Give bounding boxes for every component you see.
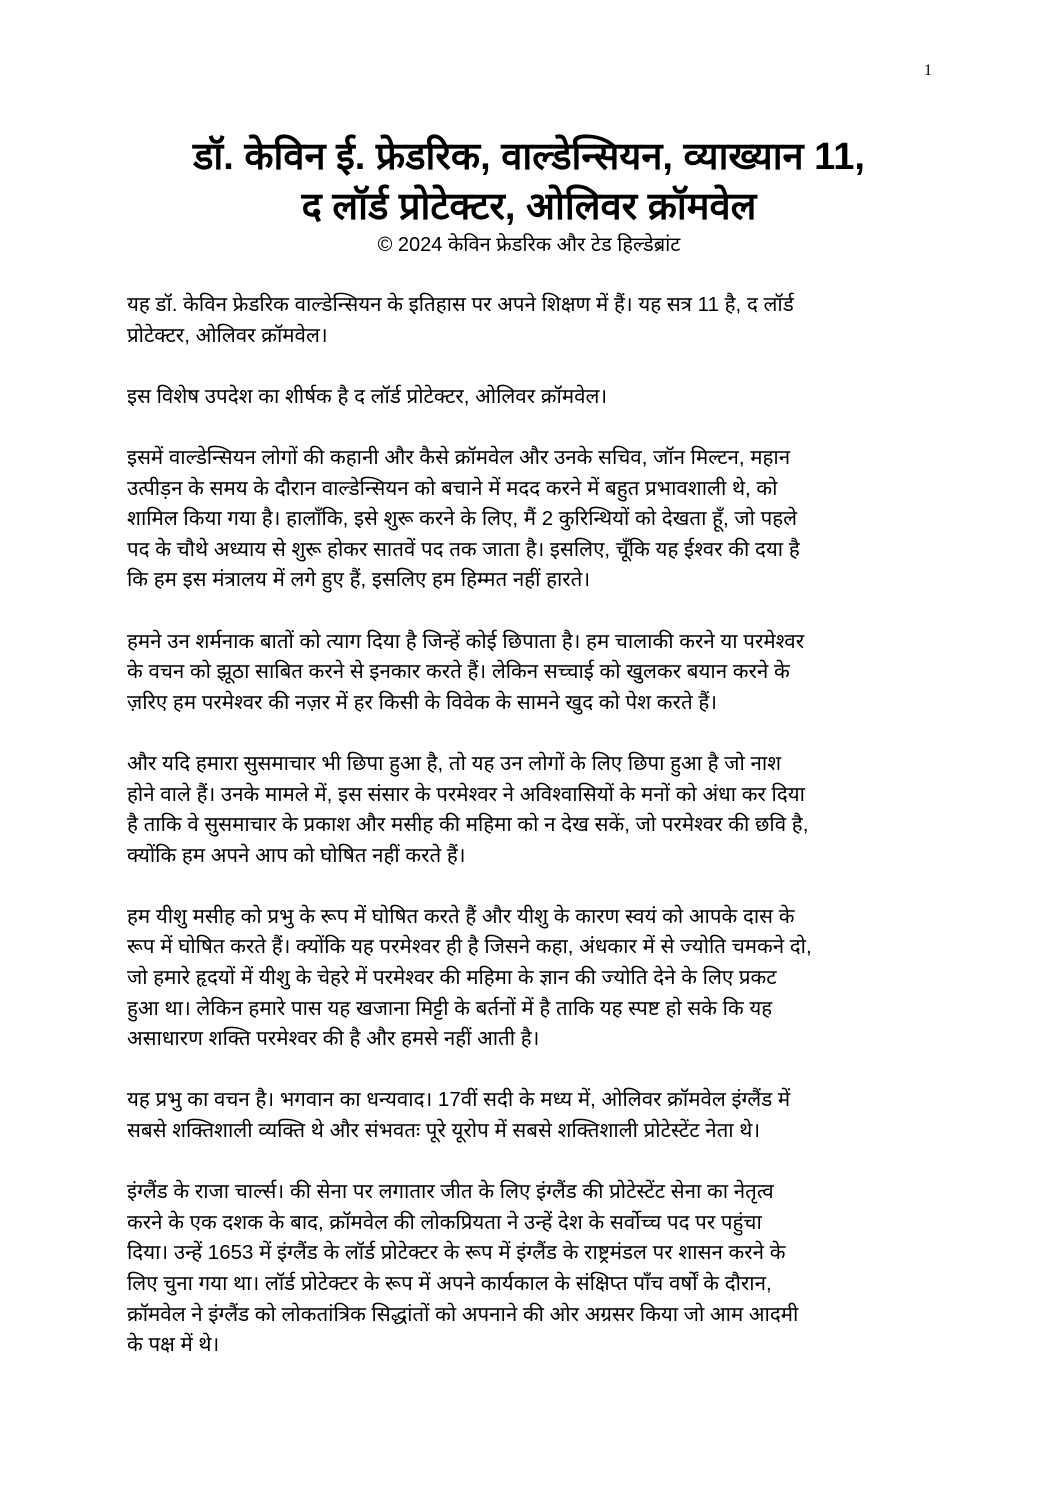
paragraph (127, 290, 937, 351)
text-line: के वचन को झूठा साबित करने से इनकार करते हैं। लेकिन सच्चाई को खुलकर बयान करने के (127, 660, 790, 684)
text-line: प्रोटेक्टर, ओलिवर क्रॉमवेल। (127, 323, 328, 347)
text-line: करने के एक दशक के बाद, क्रॉमवेल की लोकप्रियता ने उन्हें देश के सर्वोच्च पद पर पहुंचा (127, 1210, 762, 1234)
page-number: 1 (924, 62, 932, 79)
text-line: इसमें वाल्डेन्सियन लोगों की कहानी और कैसे क्रॉमवेल और उनके सचिव, जॉन मिल्टन, महान (127, 445, 791, 469)
title-line: द लॉर्ड प्रोटेक्टर, ओलिवर क्रॉमवेल (301, 186, 757, 228)
copyright-notice: © 2024 केविन फ्रेडरिक और टेड हिल्डेब्रांट (377, 234, 681, 256)
text-line: के पक्ष में थे। (127, 1333, 220, 1357)
paragraph (127, 443, 937, 596)
paragraph (127, 749, 937, 871)
text-line: सबसे शक्तिशाली व्यक्ति थे और संभवतः पूरे यूरोप में सबसे शक्तिशाली प्रोटेस्टेंट नेता थे। (127, 1119, 761, 1143)
text-line: हम यीशु मसीह को प्रभु के रूप में घोषित करते हैं और यीशु के कारण स्वयं को आपके दास के (127, 904, 795, 928)
text-line: होने वाले हैं। उनके मामले में, इस संसार के परमेश्वर ने अविश्वासियों के मनों को अंधा कर दिया (127, 782, 805, 806)
text-line: हुआ था। लेकिन हमारे पास यह खजाना मिट्टी के बर्तनों में है ताकि यह स्पष्ट हो सके कि यह (127, 996, 773, 1020)
text-line: जो हमारे हृदयों में यीशु के चेहरे में परमेश्वर की महिमा के ज्ञान की ज्योति देने के लिए प्रकट (127, 966, 777, 990)
text-line: यह प्रभु का वचन है। भगवान का धन्यवाद। 17वीं सदी के मध्य में, ओलिवर क्रॉमवेल इंग्लैंड में (127, 1088, 791, 1112)
document-body (127, 290, 937, 1391)
title-line: डॉ. केविन ई. फ्रेडरिक, वाल्डेन्सियन, व्याख्यान 11, (193, 136, 865, 178)
text-line: यह डॉ. केविन फ्रेडरिक वाल्डेन्सियन के इतिहास पर अपने शिक्षण में हैं। यह सत्र 11 है, द लॉर्ड (127, 293, 794, 316)
text-line: उत्पीड़न के समय के दौरान वाल्डेन्सियन को बचाने में मदद करने में बहुत प्रभावशाली थे, को (127, 476, 778, 500)
text-line: हमने उन शर्मनाक बातों को त्याग दिया है जिन्हें कोई छिपाता है। हम चालाकी करने या परमेश्वर (127, 629, 805, 653)
text-line: शामिल किया गया है। हालाँकि, इसे शुरू करने के लिए, मैं 2 कुरिन्थियों को देखता हूँ, जो पहले (127, 507, 798, 531)
paragraph (127, 902, 937, 1055)
text-line: असाधारण शक्ति परमेश्वर की है और हमसे नहीं आती है। (127, 1027, 540, 1051)
text-line: दिया। उन्हें 1653 में इंग्लैंड के लॉर्ड प्रोटेक्टर के रूप में इंग्लैंड के राष्ट्रमंडल पर शासन करने के (127, 1241, 786, 1265)
text-line: क्योंकि हम अपने आप को घोषित नहीं करते हैं। (127, 843, 466, 867)
text-line: कि हम इस मंत्रालय में लगे हुए हैं, इसलिए हम हिम्मत नहीं हारते। (127, 568, 591, 592)
paragraph (127, 382, 937, 413)
paragraph (127, 627, 937, 719)
text-line: इस विशेष उपदेश का शीर्षक है द लॉर्ड प्रोटेक्टर, ओलिवर क्रॉमवेल। (127, 384, 608, 408)
document-title (60, 132, 998, 232)
paragraph (127, 1085, 937, 1146)
text-line: क्रॉमवेल ने इंग्लैंड को लोकतांत्रिक सिद्धांतों को अपनाने की ओर अग्रसर किया जो आम आदमी (127, 1302, 799, 1326)
text-line: ज़रिए हम परमेश्वर की नज़र में हर किसी के विवेक के सामने खुद को पेश करते हैं। (127, 690, 717, 714)
text-line: लिए चुना गया था। लॉर्ड प्रोटेक्टर के रूप में अपने कार्यकाल के संक्षिप्त पाँच वर्षों के दौरान, (127, 1272, 772, 1295)
text-line: है ताकि वे सुसमाचार के प्रकाश और मसीह की महिमा को न देख सकें, जो परमेश्वर की छवि है, (127, 813, 809, 837)
paragraph (127, 1177, 937, 1361)
text-line: रूप में घोषित करते हैं। क्योंकि यह परमेश्वर ही है जिसने कहा, अंधकार में से ज्योति चमकने दो, (127, 935, 812, 959)
text-line: पद के चौथे अध्याय से शुरू होकर सातवें पद तक जाता है। इसलिए, चूँकि यह ईश्वर की दया है (127, 537, 800, 561)
text-line: और यदि हमारा सुसमाचार भी छिपा हुआ है, तो यह उन लोगों के लिए छिपा हुआ है जो नाश (127, 751, 782, 775)
text-line: इंग्लैंड के राजा चार्ल्स। की सेना पर लगातार जीत के लिए इंग्लैंड की प्रोटेस्टेंट सेना का नेतृत्व (127, 1180, 774, 1204)
